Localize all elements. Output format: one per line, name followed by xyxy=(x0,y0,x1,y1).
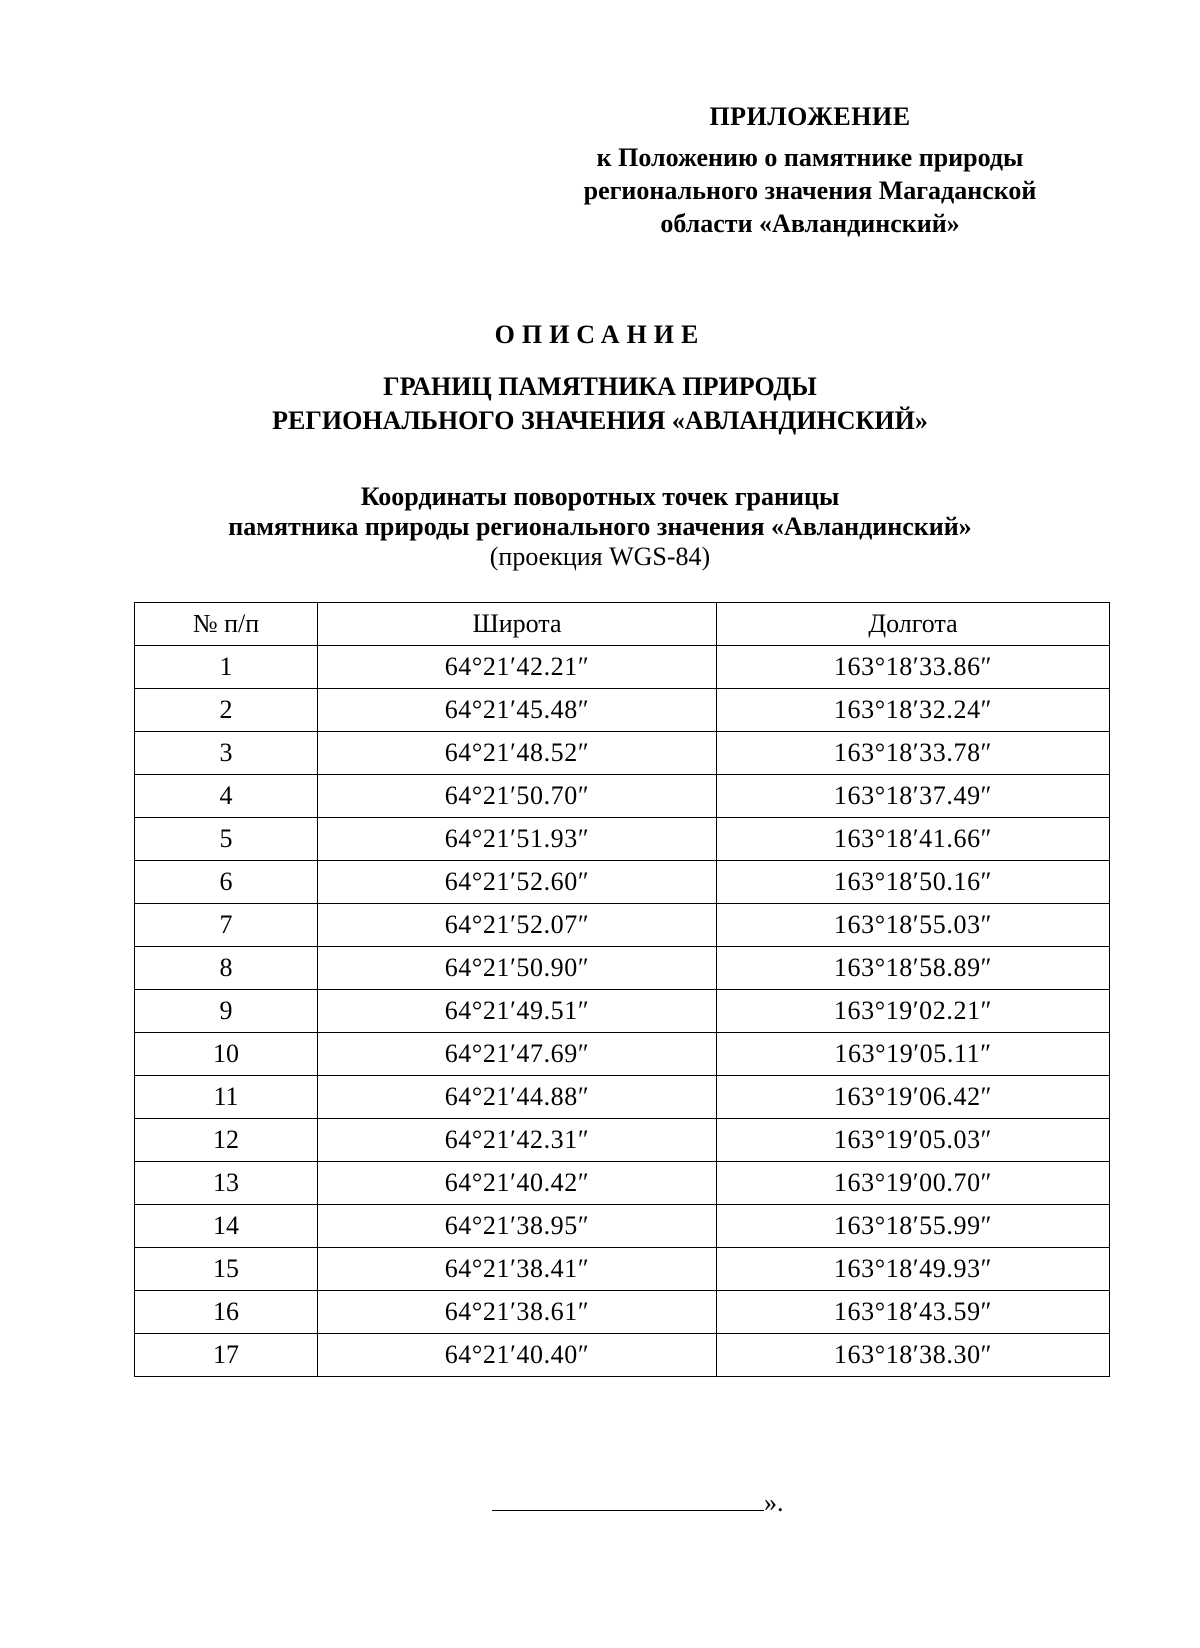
cell-longitude: 163°19′05.03″ xyxy=(717,1119,1110,1162)
cell-latitude: 64°21′42.31″ xyxy=(318,1119,717,1162)
table-row xyxy=(135,646,1110,689)
cell-longitude: 163°18′43.59″ xyxy=(717,1291,1110,1334)
cell-number: 10 xyxy=(135,1033,318,1076)
cell-longitude: 163°19′05.11″ xyxy=(717,1033,1110,1076)
appendix-line-2: регионального значения Магаданской xyxy=(583,176,1037,205)
cell-latitude: 64°21′45.48″ xyxy=(318,689,717,732)
description-block xyxy=(0,318,1200,438)
table-row xyxy=(135,1205,1110,1248)
table-row xyxy=(135,861,1110,904)
coordinates-table xyxy=(134,602,1110,1377)
appendix-line-3: области «Авландинский» xyxy=(660,209,960,238)
cell-number: 16 xyxy=(135,1291,318,1334)
cell-longitude: 163°18′33.86″ xyxy=(717,646,1110,689)
cell-number: 14 xyxy=(135,1205,318,1248)
cell-latitude: 64°21′49.51″ xyxy=(318,990,717,1033)
description-heading: ОПИСАНИЕ xyxy=(494,320,706,349)
closing-underline xyxy=(492,1492,764,1511)
table-row xyxy=(135,1076,1110,1119)
cell-longitude: 163°18′58.89″ xyxy=(717,947,1110,990)
cell-latitude: 64°21′38.61″ xyxy=(318,1291,717,1334)
table-body xyxy=(135,646,1110,1377)
cell-latitude: 64°21′51.93″ xyxy=(318,818,717,861)
cell-latitude: 64°21′40.40″ xyxy=(318,1334,717,1377)
cell-number: 15 xyxy=(135,1248,318,1291)
coordinates-title-line-1: Координаты поворотных точек границы xyxy=(360,482,840,511)
table-row xyxy=(135,689,1110,732)
header-number: № п/п xyxy=(135,603,318,646)
table-row xyxy=(135,1033,1110,1076)
table-row xyxy=(135,732,1110,775)
closing-mark xyxy=(492,1488,784,1518)
cell-number: 8 xyxy=(135,947,318,990)
cell-number: 7 xyxy=(135,904,318,947)
header-latitude: Широта xyxy=(318,603,717,646)
appendix-block xyxy=(560,100,1060,240)
cell-latitude: 64°21′50.90″ xyxy=(318,947,717,990)
cell-number: 13 xyxy=(135,1162,318,1205)
cell-number: 6 xyxy=(135,861,318,904)
cell-number: 2 xyxy=(135,689,318,732)
table-row xyxy=(135,904,1110,947)
cell-latitude: 64°21′42.21″ xyxy=(318,646,717,689)
cell-latitude: 64°21′48.52″ xyxy=(318,732,717,775)
cell-longitude: 163°18′41.66″ xyxy=(717,818,1110,861)
cell-number: 9 xyxy=(135,990,318,1033)
table-row xyxy=(135,775,1110,818)
cell-latitude: 64°21′52.07″ xyxy=(318,904,717,947)
cell-number: 1 xyxy=(135,646,318,689)
cell-latitude: 64°21′38.41″ xyxy=(318,1248,717,1291)
table-header-row xyxy=(135,603,1110,646)
table-row xyxy=(135,1291,1110,1334)
cell-number: 11 xyxy=(135,1076,318,1119)
table-row xyxy=(135,818,1110,861)
header-longitude: Долгота xyxy=(717,603,1110,646)
projection-label: (проекция WGS-84) xyxy=(489,542,711,571)
cell-number: 17 xyxy=(135,1334,318,1377)
description-line-1: ГРАНИЦ ПАМЯТНИКА ПРИРОДЫ xyxy=(383,372,817,401)
table-row xyxy=(135,1248,1110,1291)
cell-number: 5 xyxy=(135,818,318,861)
appendix-title: ПРИЛОЖЕНИЕ xyxy=(709,102,911,131)
coordinates-caption xyxy=(0,482,1200,572)
table-row xyxy=(135,990,1110,1033)
cell-latitude: 64°21′44.88″ xyxy=(318,1076,717,1119)
cell-longitude: 163°18′32.24″ xyxy=(717,689,1110,732)
coordinates-title-line-2: памятника природы регионального значения «Авландинский» xyxy=(228,512,972,541)
cell-number: 3 xyxy=(135,732,318,775)
cell-longitude: 163°18′55.03″ xyxy=(717,904,1110,947)
table-row xyxy=(135,947,1110,990)
table-row xyxy=(135,1334,1110,1377)
appendix-line-1: к Положению о памятнике природы xyxy=(596,143,1024,172)
cell-longitude: 163°19′02.21″ xyxy=(717,990,1110,1033)
cell-latitude: 64°21′50.70″ xyxy=(318,775,717,818)
cell-latitude: 64°21′47.69″ xyxy=(318,1033,717,1076)
closing-quote: ». xyxy=(764,1488,784,1517)
description-line-2: РЕГИОНАЛЬНОГО ЗНАЧЕНИЯ «АВЛАНДИНСКИЙ» xyxy=(272,406,928,435)
cell-latitude: 64°21′52.60″ xyxy=(318,861,717,904)
cell-number: 12 xyxy=(135,1119,318,1162)
cell-longitude: 163°18′38.30″ xyxy=(717,1334,1110,1377)
cell-longitude: 163°18′50.16″ xyxy=(717,861,1110,904)
table-row xyxy=(135,1119,1110,1162)
cell-longitude: 163°18′55.99″ xyxy=(717,1205,1110,1248)
cell-longitude: 163°18′33.78″ xyxy=(717,732,1110,775)
cell-longitude: 163°18′49.93″ xyxy=(717,1248,1110,1291)
table-row xyxy=(135,1162,1110,1205)
cell-latitude: 64°21′40.42″ xyxy=(318,1162,717,1205)
cell-longitude: 163°19′00.70″ xyxy=(717,1162,1110,1205)
cell-longitude: 163°18′37.49″ xyxy=(717,775,1110,818)
cell-number: 4 xyxy=(135,775,318,818)
cell-latitude: 64°21′38.95″ xyxy=(318,1205,717,1248)
cell-longitude: 163°19′06.42″ xyxy=(717,1076,1110,1119)
